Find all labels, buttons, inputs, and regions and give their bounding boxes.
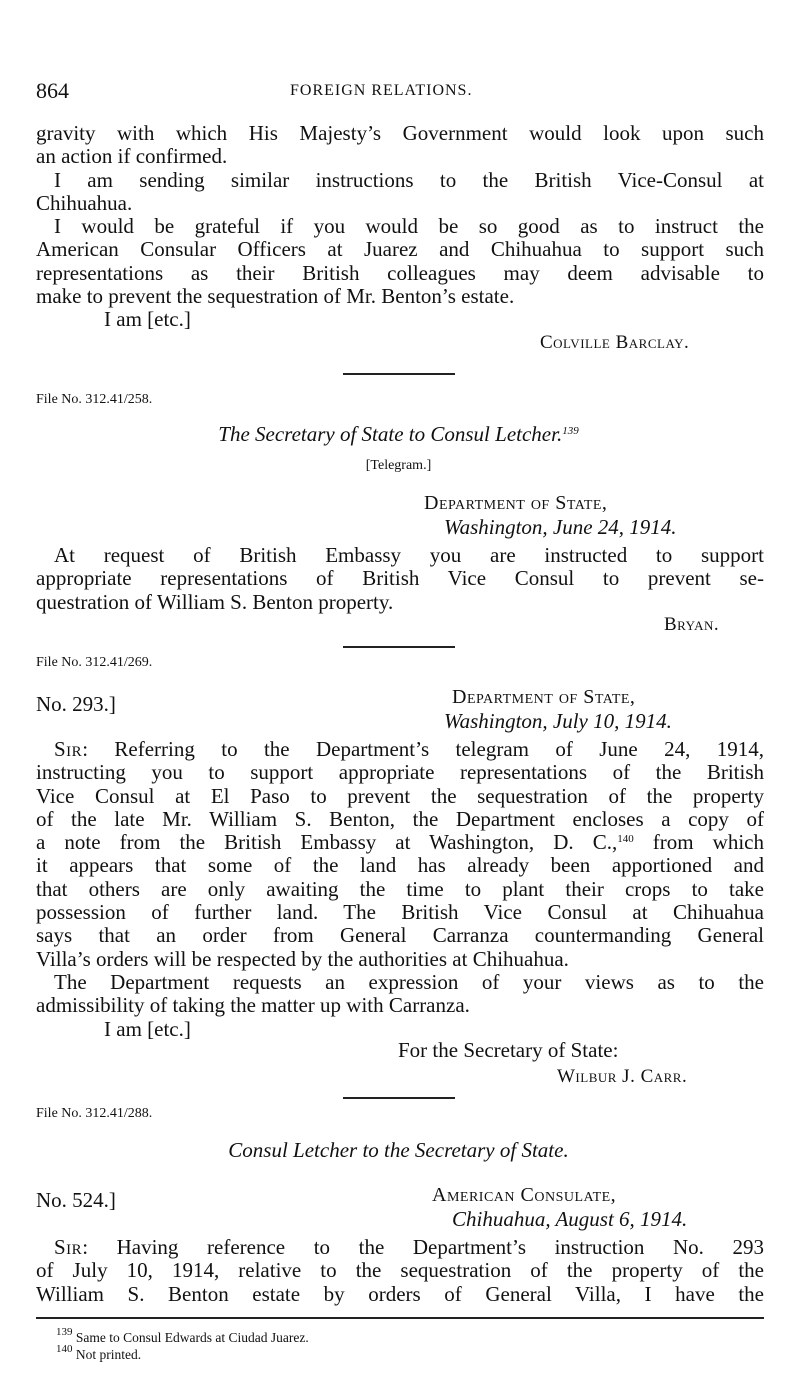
closing: I am [etc.] (104, 307, 191, 332)
footnote-rule (36, 1317, 764, 1319)
document-title: Consul Letcher to the Secretary of State. (228, 1138, 569, 1162)
signature: Bryan. (664, 614, 720, 635)
text-line: I am sending similar instructions to the British Vice-Consul at (54, 167, 764, 192)
text-line (36, 1236, 764, 1259)
file-number: File No. 312.41/269. (36, 655, 153, 670)
text-line: make to prevent the sequestration of Mr. Benton’s estate. (36, 284, 515, 309)
for-secretary-line: For the Secretary of State: (398, 1038, 619, 1062)
footnote-text: Same to Consul Edwards at Ciudad Juarez. (75, 1330, 309, 1345)
divider (343, 1097, 455, 1099)
footnote-text: Not printed. (75, 1347, 142, 1362)
file-number: File No. 312.41/288. (36, 1106, 153, 1121)
document-title (0, 422, 797, 447)
text-line (36, 738, 764, 761)
text-line: representations as their British colleagues may deem advisable to (36, 260, 764, 285)
consulate-heading: American Consulate, (432, 1184, 617, 1206)
telegram-label: [Telegram.] (365, 458, 432, 473)
text-line: an action if confirmed. (36, 144, 228, 169)
text-line: gravity with which His Majesty’s Government would look upon such (36, 121, 764, 145)
divider (343, 646, 455, 648)
salutation: Sir (54, 1235, 83, 1259)
text-line: Chihuahua. (36, 190, 133, 215)
text-span: : Having reference to the Department’s instruction No. 293 (82, 1235, 764, 1259)
text-line: of July 10, 1914, relative to the sequestration of the property of the (36, 1258, 764, 1283)
text-span: a note from the British Embassy at Washington, D. C., (36, 830, 618, 855)
salutation: Sir (54, 737, 83, 761)
text-line (36, 831, 764, 854)
text-line: questration of William S. Benton property. (36, 589, 394, 614)
footnote (56, 1343, 142, 1363)
text-line: American Consular Officers at Juarez and Chihuahua to support such (36, 237, 764, 262)
text-line: appropriate representations of British Vice Consul to prevent se- (36, 566, 764, 591)
department-heading: Department of State, (424, 492, 608, 514)
text-line: it appears that some of the land has already been apportioned and (36, 853, 764, 878)
title-text: The Secretary of State to Consul Letcher. (218, 422, 563, 446)
text-line: that others are only awaiting the time to plant their crops to take (36, 876, 764, 901)
place-date: Washington, July 10, 1914. (444, 709, 672, 733)
footnote-marker: 139 (562, 425, 579, 437)
page-number: 864 (36, 78, 69, 103)
running-title: FOREIGN RELATIONS. (290, 82, 473, 99)
text-line: At request of British Embassy you are instructed to support (54, 543, 764, 567)
place-date: Washington, June 24, 1914. (444, 515, 677, 539)
text-line: says that an order from General Carranza countermanding General (36, 923, 764, 948)
text-line: admissibility of taking the matter up with Carranza. (36, 993, 470, 1018)
despatch-body (36, 1236, 764, 1306)
text-span: from which (633, 830, 764, 855)
telegram-body (36, 544, 764, 614)
text-line: Vice Consul at El Paso to prevent the sequestration of the property (36, 783, 764, 808)
file-number: File No. 312.41/258. (36, 392, 153, 407)
text-line: instructing you to support appropriate representations of the British (36, 760, 764, 785)
department-heading: Department of State, (452, 686, 636, 708)
instruction-number: No. 293.] (36, 692, 116, 716)
footnote (56, 1326, 309, 1346)
closing: I am [etc.] (104, 1016, 191, 1041)
footnote-mark: 139 (56, 1326, 73, 1338)
text-line: of the late Mr. William S. Benton, the Department encloses a copy of (36, 806, 764, 831)
text-line: I would be grateful if you would be so good as to instruct the (54, 214, 764, 239)
divider (343, 373, 455, 375)
instruction-body (36, 738, 764, 1041)
signature: Colville Barclay. (540, 332, 690, 353)
letter-barclay-body (36, 122, 764, 332)
text-span: : Referring to the Department’s telegram of June 24, 1914, (82, 737, 764, 761)
despatch-number: No. 524.] (36, 1188, 116, 1212)
text-line: The Department requests an expression of your views as to the (54, 969, 764, 994)
footnote-marker: 140 (617, 833, 634, 846)
text-line: possession of further land. The British Vice Consul at Chihuahua (36, 900, 764, 925)
signature: Wilbur J. Carr. (557, 1066, 688, 1087)
text-line: Villa’s orders will be respected by the authorities at Chihuahua. (36, 946, 569, 971)
text-line: William S. Benton estate by orders of General Villa, I have the (36, 1281, 764, 1306)
footnote-mark: 140 (56, 1343, 73, 1355)
place-date: Chihuahua, August 6, 1914. (452, 1207, 688, 1231)
